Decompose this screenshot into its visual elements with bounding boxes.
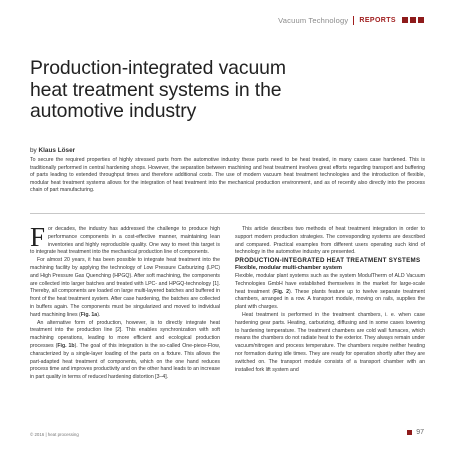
paragraph: For decades, the industry has addressed the challenge to produce high performance components in a cost-effective manner, maintaining lean inventories and highly reproducible quality. One way to meet this target is to integrate heat treatment into the mechanical production line of components. bbox=[30, 222, 220, 256]
title-line: automotive industry bbox=[30, 100, 197, 122]
paragraph: Flexible, modular plant systems such as the system ModulTherm of ALD Vacuum Technologies GmbH have established themselves in the market for large-scale heat treatment (Fig. 2). These plants feature up to twelve separate treatment chambers, arranged in a row. A transport module, moving on rails, supplies the plant with charges. bbox=[235, 272, 425, 311]
header-section-name: Vacuum Technology bbox=[278, 15, 349, 25]
subsection-heading: Flexible, modular multi-chamber system bbox=[235, 265, 342, 272]
body-column-right bbox=[235, 226, 425, 374]
byline bbox=[30, 147, 75, 154]
header-reports-label: REPORTS bbox=[359, 16, 396, 24]
header-separator bbox=[353, 16, 354, 25]
article-lead: To secure the required properties of highly stressed parts from the automotive industry these parts need to be heat treated, in many cases case hardened. This is traditionally performed in central hardening shops. However, the separation between machining and heat treatment involves great efforts regarding transport and buffering of parts leading to extended throughput times and therefore additional costs. The use of modern vacuum heat treatment technologies and the introduction of flexible, modular heat treatment systems allows for the integration of heat treatment into the mechanical production environment, and as of recently also directly into the process chain of part manufacturing. bbox=[30, 157, 425, 194]
decor-square bbox=[410, 17, 416, 23]
author-name: Klaus Löser bbox=[38, 147, 76, 154]
drop-cap: F bbox=[30, 222, 46, 252]
title-line: Production-integrated vacuum bbox=[30, 57, 286, 79]
section-heading: PRODUCTION-INTEGRATED HEAT TREATMENT SYSTEMS bbox=[235, 257, 421, 265]
decor-square bbox=[402, 17, 408, 23]
footer-decor-square bbox=[407, 430, 412, 435]
paragraph: Heat treatment is performed in the treatment chambers, i. e. when case hardening gear parts. Heating, carburizing, diffusing and in some cases lowering to hardening temperature. The treatment chambers are cold wall furnaces, which means the chambers do not radiate heat to the exterior. They always remain under vacuum/nitrogen and process temperature. The chambers require neither heating nor formation during idle times. They are ready for operation shortly after they are switched on. The transport module consists of a transport chamber with an installed fork lift system and bbox=[235, 311, 425, 373]
page-number: 97 bbox=[416, 429, 424, 436]
figure-reference: Fig. 1b bbox=[57, 342, 75, 349]
divider-rule bbox=[30, 213, 425, 214]
body-column-left bbox=[30, 222, 221, 382]
byline-prefix: by bbox=[30, 147, 39, 154]
running-header bbox=[278, 14, 424, 26]
header-decor-squares bbox=[402, 17, 424, 23]
footer-page-info bbox=[407, 429, 424, 436]
paragraph: For almost 20 years, it has been possible to integrate heat treatment into the machining facility by applying the technology of Low Pressure Carburizing (LPC) and High Pressure Gas Quenching (HPGQ). After soft machining, the components are collected into larger batches and treated with LPC- and HPGQ-technology [1]. Thereby, all components are loaded on large multi-layered batches and buffered in front of the heat treatment system. After case hardening, the batches are collected in buffers again. The components must be singularized and moved to individual hard machining lines (Fig. 1a). bbox=[30, 257, 220, 318]
decor-square bbox=[418, 17, 424, 23]
footer-copyright: © 2016 | heat processing bbox=[30, 432, 79, 437]
figure-reference: Fig. 2 bbox=[274, 288, 289, 295]
paragraph: This article describes two methods of heat treatment integration in order to support modern production strategies. The corresponding systems are described and compared. Practical examples from different users operating such kind of technology in the automotive industry are presented. bbox=[235, 226, 425, 256]
paragraph: An alternative form of production, however, is to directly integrate heat treatment into the production line [2]. This enables synchronization with soft machining operations, leading to more efficient and ecological production processes (Fig. 1b). The goal of this integration is the so-called One-piece-Flow, characterized by a single-layer loading of the parts on a fixture. This allows the part-adapted heat treatment of components, which on the one hand reduces process time and improves productivity and on the other hand leads to an increase in part quality in terms of reduced hardening distortion [3–4]. bbox=[30, 319, 221, 381]
title-line: heat treatment systems in the bbox=[30, 78, 282, 101]
figure-reference: Fig. 1a bbox=[80, 311, 98, 318]
article-title bbox=[30, 58, 410, 123]
